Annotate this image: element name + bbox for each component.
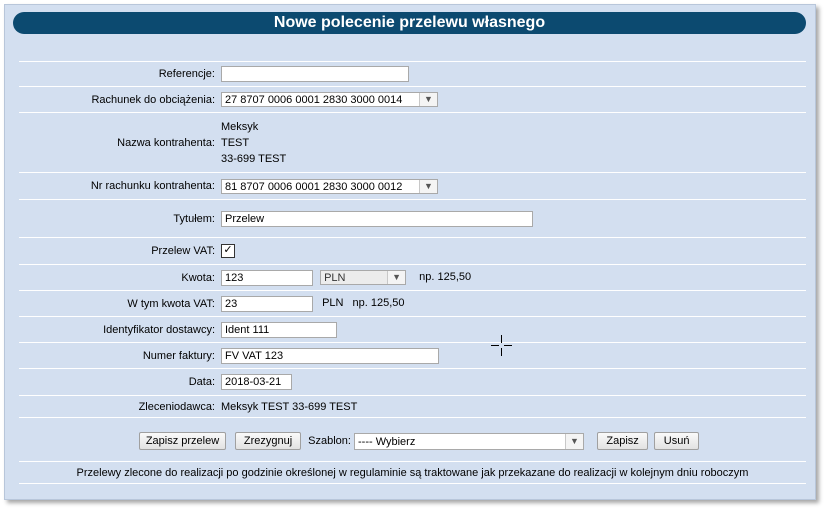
nazwa-label: Nazwa kontrahenta: [19, 113, 218, 173]
kwota-label: Kwota: [19, 265, 218, 291]
referencje-label: Referencje: [19, 62, 218, 87]
kwota-hint: np. 125,50 [419, 271, 472, 284]
nr-rachunku-value: 81 8707 0006 0001 2830 3000 0012 [225, 180, 403, 193]
kwota-input[interactable]: 123 [221, 270, 313, 286]
currency-select[interactable] [320, 270, 406, 285]
rachunek-select[interactable] [221, 92, 438, 107]
chevron-down-icon[interactable]: ▼ [387, 271, 405, 284]
kwota-vat-input[interactable]: 23 [221, 296, 313, 312]
footer-note: Przelewy zlecone do realizacji po godzinie określonej w regulaminie są traktowane jak przekazane do realizacji w kolejnym dniu roboczym [19, 462, 806, 484]
nazwa-line-2: TEST [221, 136, 250, 149]
delete-template-button[interactable]: Usuń [654, 432, 699, 450]
tytul-input[interactable]: Przelew [221, 211, 533, 227]
nr-rachunku-select[interactable] [221, 179, 438, 194]
template-label: Szablon: [308, 435, 351, 447]
chevron-down-icon[interactable]: ▼ [565, 434, 583, 449]
template-value: ---- Wybierz [358, 435, 416, 448]
vat-label: Przelew VAT: [19, 238, 218, 265]
nr-rachunku-label: Nr rachunku kontrahenta: [19, 173, 218, 200]
tytul-label: Tytułem: [19, 200, 218, 238]
data-label: Data: [19, 369, 218, 396]
chevron-down-icon[interactable]: ▼ [419, 180, 437, 193]
chevron-down-icon[interactable]: ▼ [419, 93, 437, 106]
nazwa-line-3: 33-699 TEST [221, 152, 287, 165]
zleceniodawca-value: Meksyk TEST 33-699 TEST [218, 396, 806, 418]
transfer-panel [4, 4, 816, 500]
save-template-button[interactable]: Zapisz [597, 432, 648, 450]
zleceniodawca-label: Zleceniodawca: [19, 396, 218, 418]
cancel-button[interactable]: Zrezygnuj [235, 432, 301, 450]
rachunek-value: 27 8707 0006 0001 2830 3000 0014 [225, 94, 403, 106]
page-title: Nowe polecenie przelewu własnego [13, 12, 806, 34]
kwota-vat-hint: np. 125,50 [352, 297, 405, 310]
kwota-vat-currency: PLN [322, 297, 344, 310]
faktura-label: Numer faktury: [19, 343, 218, 369]
crosshair-cursor-icon [491, 335, 512, 356]
transfer-form [19, 61, 806, 484]
identyfikator-label: Identyfikator dostawcy: [19, 317, 218, 343]
nazwa-line-1: Meksyk [221, 120, 259, 133]
referencje-input[interactable] [221, 66, 409, 82]
template-select[interactable] [354, 433, 584, 450]
rachunek-label: Rachunek do obciążenia: [19, 87, 218, 113]
save-transfer-button[interactable]: Zapisz przelew [139, 432, 226, 450]
identyfikator-input[interactable]: Ident 111 [221, 322, 337, 338]
currency-value: PLN [324, 272, 346, 284]
faktura-input[interactable]: FV VAT 123 [221, 348, 439, 364]
data-input[interactable]: 2018-03-21 [221, 374, 292, 390]
vat-checkbox[interactable]: ✓ [221, 244, 235, 258]
kwota-vat-label: W tym kwota VAT: [19, 291, 218, 317]
